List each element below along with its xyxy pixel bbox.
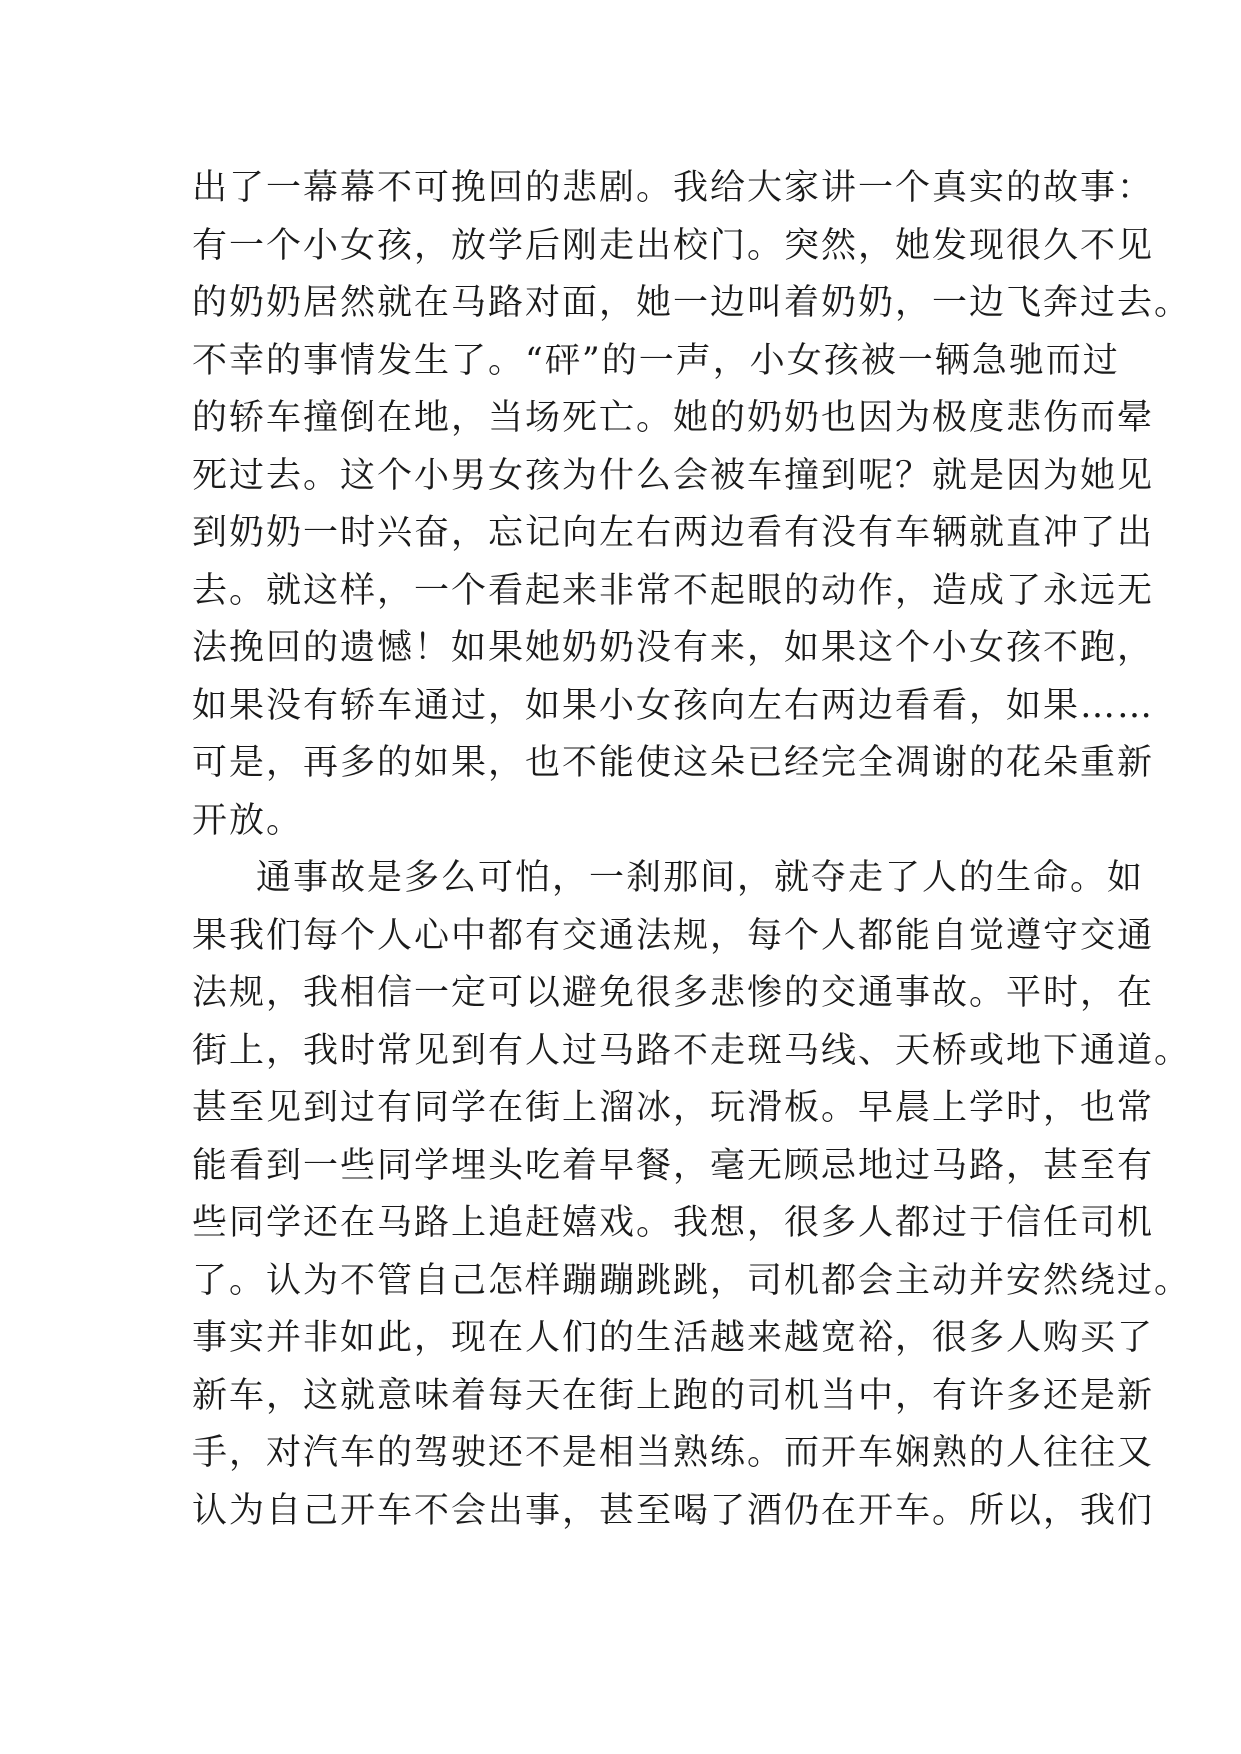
text-line: 街上，我时常见到有人过马路不走斑马线、天桥或地下通道。 bbox=[192, 1030, 1192, 1071]
text-line: 甚至见到过有同学在街上溜冰，玩滑板。早晨上学时，也常 bbox=[192, 1088, 1155, 1128]
text-line: 通事故是多么可怕，一刹那间，就夺走了人的生命。如 bbox=[256, 858, 1145, 898]
text-line: 如果没有轿车通过，如果小女孩向左右两边看看，如果…… bbox=[192, 685, 1155, 726]
text-line: 新车，这就意味着每天在街上跑的司机当中，有许多还是新 bbox=[192, 1375, 1155, 1416]
text-line: 死过去。这个小男女孩为什么会被车撞到呢？就是因为她见 bbox=[192, 455, 1155, 496]
paragraph-2 bbox=[192, 850, 1192, 1540]
text-line: 认为自己开车不会出事，甚至喝了酒仍在开车。所以，我们 bbox=[192, 1490, 1155, 1531]
text-line: 法规，我相信一定可以避免很多悲惨的交通事故。平时，在 bbox=[192, 973, 1155, 1013]
text-line: 了。认为不管自己怎样蹦蹦跳跳，司机都会主动并安然绕过。 bbox=[192, 1260, 1192, 1301]
text-line: 的奶奶居然就在马路对面，她一边叫着奶奶，一边飞奔过去。 bbox=[192, 283, 1192, 323]
body-text bbox=[192, 160, 1192, 1540]
text-line: 有一个小女孩，放学后刚走出校门。突然，她发现很久不见 bbox=[192, 225, 1155, 266]
text-line: 开放。 bbox=[192, 800, 304, 841]
text-line: 的轿车撞倒在地，当场死亡。她的奶奶也因为极度悲伤而晕 bbox=[192, 398, 1155, 438]
text-line: 法挽回的遗憾！如果她奶奶没有来，如果这个小女孩不跑， bbox=[192, 628, 1155, 668]
paragraph-1 bbox=[192, 160, 1192, 850]
text-line: 果我们每个人心中都有交通法规，每个人都能自觉遵守交通 bbox=[192, 915, 1155, 956]
text-line: 能看到一些同学埋头吃着早餐，毫无顾忌地过马路，甚至有 bbox=[192, 1145, 1155, 1186]
text-line: 出了一幕幕不可挽回的悲剧。我给大家讲一个真实的故事： bbox=[192, 168, 1155, 208]
text-line: 事实并非如此，现在人们的生活越来越宽裕，很多人购买了 bbox=[192, 1318, 1155, 1358]
text-line: 手，对汽车的驾驶还不是相当熟练。而开车娴熟的人往往又 bbox=[192, 1433, 1155, 1473]
text-line: 去。就这样，一个看起来非常不起眼的动作，造成了永远无 bbox=[192, 570, 1155, 611]
text-line: 可是，再多的如果，也不能使这朵已经完全凋谢的花朵重新 bbox=[192, 743, 1155, 783]
text-line: 不幸的事情发生了。“砰”的一声，小女孩被一辆急驰而过 bbox=[192, 340, 1120, 381]
text-line: 到奶奶一时兴奋，忘记向左右两边看有没有车辆就直冲了出 bbox=[192, 513, 1155, 553]
text-line: 些同学还在马路上追赶嬉戏。我想，很多人都过于信任司机 bbox=[192, 1203, 1155, 1243]
